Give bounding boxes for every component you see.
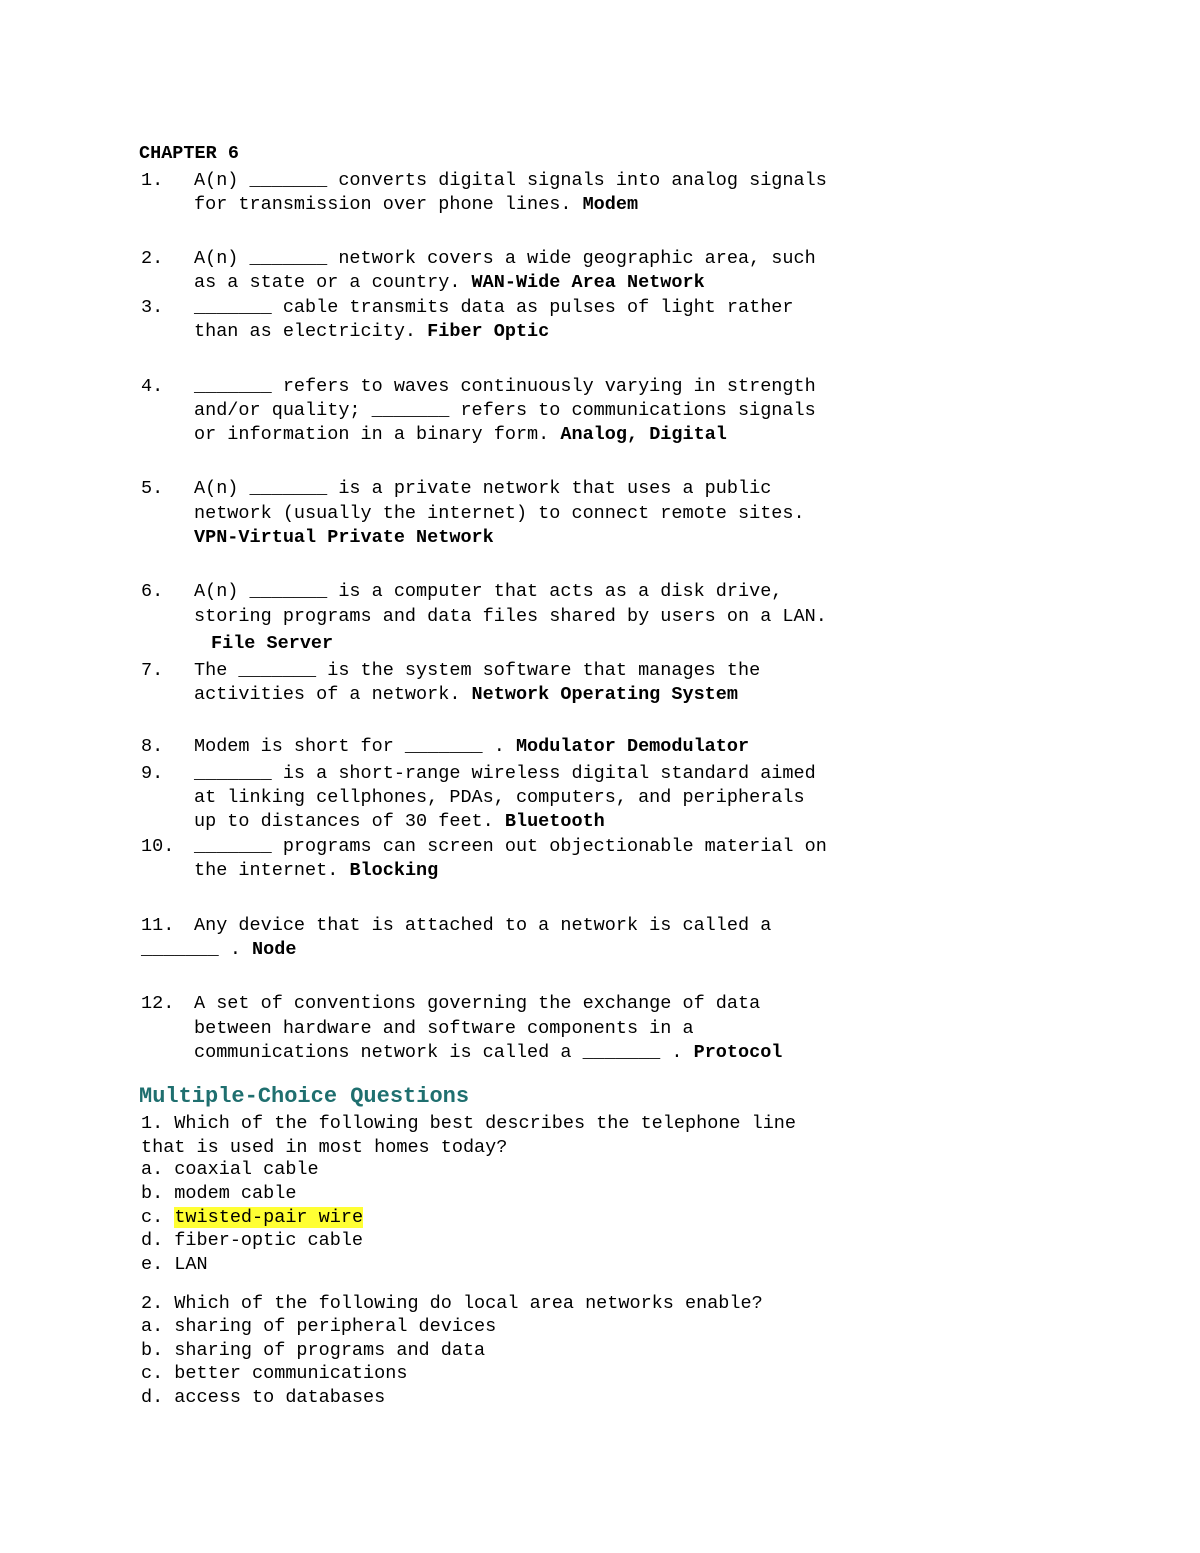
mcq-question-line: 1. Which of the following best describes the telephone line — [141, 1113, 797, 1134]
question-line: activities of a network. Network Operating System — [194, 684, 738, 705]
question-line: A(n) _______ converts digital signals into analog signals — [194, 170, 827, 191]
chapter-title: CHAPTER 6 — [139, 143, 239, 164]
mcq-heading: Multiple-Choice Questions — [139, 1084, 470, 1109]
question-line: _______ is a short-range wireless digital standard aimed — [194, 763, 816, 784]
question-line: A(n) _______ is a computer that acts as a disk drive, — [194, 581, 783, 602]
mcq-option: b. modem cable — [141, 1183, 297, 1204]
question-line: for transmission over phone lines. Modem — [194, 194, 639, 215]
question-line: than as electricity. Fiber Optic — [194, 321, 550, 342]
answer: Modem — [582, 194, 639, 215]
question-number: 6. — [141, 581, 164, 602]
question-line: A set of conventions governing the exchange of data — [194, 993, 761, 1014]
question-line: _______ cable transmits data as pulses of light rather — [194, 297, 794, 318]
answer: File Server — [211, 633, 334, 654]
question-line: communications network is called a _______ . Protocol — [194, 1042, 783, 1063]
mcq-option: a. sharing of peripheral devices — [141, 1316, 497, 1337]
question-line: and/or quality; _______ refers to communications signals — [194, 400, 816, 421]
question-line: The _______ is the system software that manages the — [194, 660, 761, 681]
answer: Bluetooth — [504, 811, 605, 832]
question-number: 4. — [141, 376, 164, 397]
mcq-question-line: 2. Which of the following do local area networks enable? — [141, 1293, 763, 1314]
mcq-option: a. coaxial cable — [141, 1159, 319, 1180]
answer: Blocking — [349, 860, 439, 881]
answer: Fiber Optic — [427, 321, 550, 342]
question-number: 5. — [141, 478, 164, 499]
mcq-option: d. fiber-optic cable — [141, 1230, 364, 1251]
question-number: 10. — [141, 836, 175, 857]
highlighted-answer: twisted-pair wire — [174, 1207, 364, 1228]
answer: WAN-Wide Area Network — [471, 272, 705, 293]
answer: Network Operating System — [471, 684, 738, 705]
question-line: A(n) _______ is a private network that uses a public — [194, 478, 772, 499]
question-line: _______ refers to waves continuously varying in strength — [194, 376, 816, 397]
question-line: A(n) _______ network covers a wide geographic area, such — [194, 248, 816, 269]
mcq-question-line: that is used in most homes today? — [141, 1137, 508, 1158]
mcq-option: e. LAN — [141, 1254, 208, 1275]
question-number: 8. — [141, 736, 164, 757]
question-line: Modem is short for _______ . Modulator Demodulator — [194, 736, 750, 757]
question-line: _______ programs can screen out objectionable material on — [194, 836, 827, 857]
question-line: or information in a binary form. Analog, Digital — [194, 424, 727, 445]
mcq-option: b. sharing of programs and data — [141, 1340, 486, 1361]
question-line: Any device that is attached to a network is called a — [194, 915, 772, 936]
question-number: 11. — [141, 915, 175, 936]
answer: Protocol — [693, 1042, 783, 1063]
question-line: storing programs and data files shared by users on a LAN. — [194, 606, 827, 627]
question-number: 9. — [141, 763, 164, 784]
mcq-option: d. access to databases — [141, 1387, 386, 1408]
answer: Node — [252, 939, 297, 960]
answer: VPN-Virtual Private Network — [194, 527, 494, 548]
question-line: as a state or a country. WAN-Wide Area Network — [194, 272, 705, 293]
question-line: up to distances of 30 feet. Bluetooth — [194, 811, 605, 832]
question-number: 7. — [141, 660, 164, 681]
question-number: 12. — [141, 993, 175, 1014]
question-line: at linking cellphones, PDAs, computers, and peripherals — [194, 787, 805, 808]
question-line: between hardware and software components in a — [194, 1018, 694, 1039]
question-line: the internet. Blocking — [194, 860, 439, 881]
question-number: 2. — [141, 248, 164, 269]
question-line: network (usually the internet) to connect remote sites. — [194, 503, 805, 524]
question-line: _______ . Node — [141, 939, 297, 960]
mcq-option: c. better communications — [141, 1363, 408, 1384]
answer: Modulator Demodulator — [515, 736, 750, 757]
question-number: 3. — [141, 297, 164, 318]
mcq-option: c. twisted-pair wire — [141, 1207, 364, 1228]
question-number: 1. — [141, 170, 164, 191]
answer: Analog, Digital — [560, 424, 727, 445]
